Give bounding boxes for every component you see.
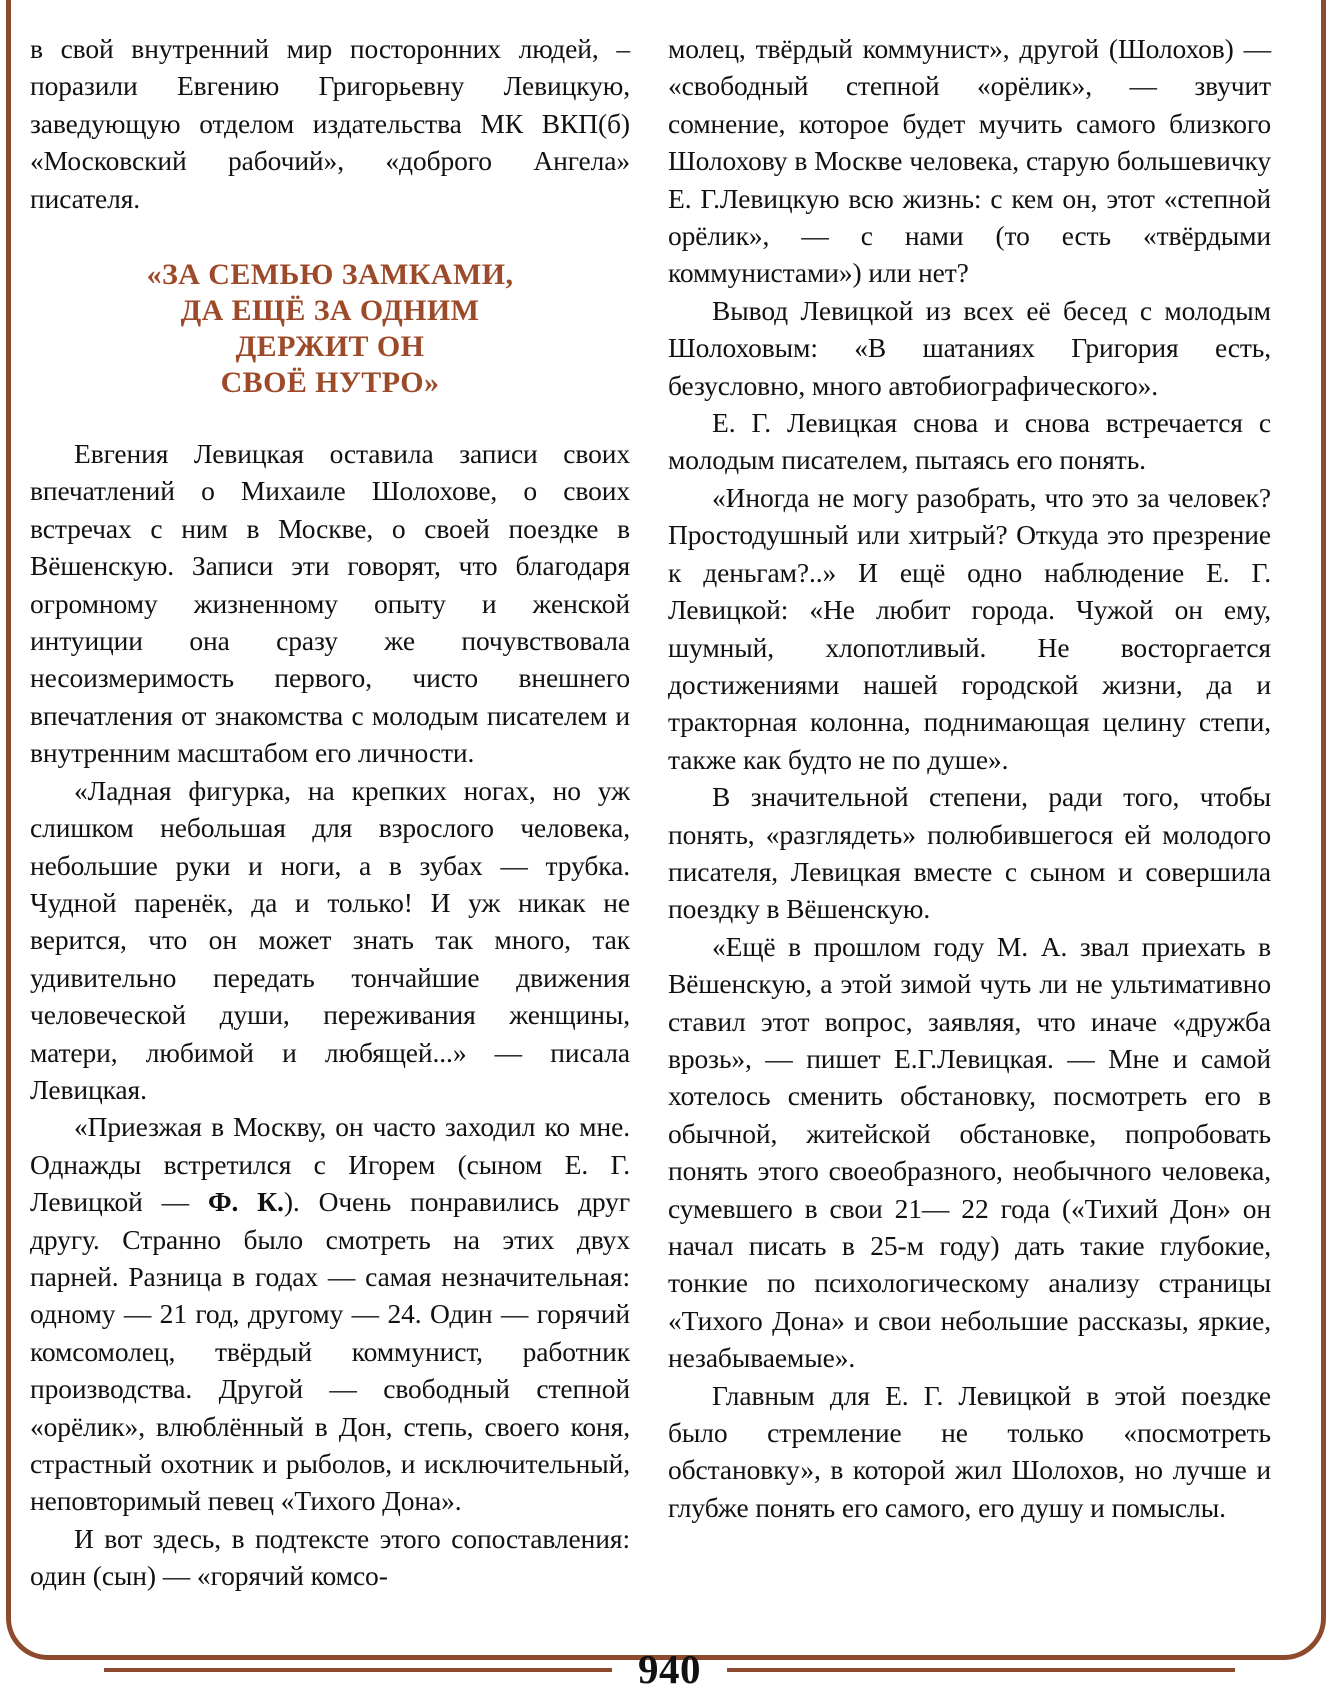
- paragraph-left-3-part-a: «Приезжая в Москву, он часто заходил ко мне. Однажды встретился с Игорем (сыном Е. Г. Левицкой —: [30, 1111, 630, 1218]
- paragraph-right-3: «Иногда не могу разобрать, что это за человек? Простодушный или хитрый? Откуда это презрение к деньгам?..» И ещё одно наблюдение Е. Г. Левицкой: «Не любит города. Чужой он ему, шумный, хлопотливый. Не восторгается достижениями нашей городской жизни, да и тракторная колонна, поднимающая целину степи, также как будто не по душе».: [668, 481, 1271, 775]
- paragraph-left-1: Евгения Левицкая оставила записи своих впечатлений о Михаиле Шолохове, о своих встречах с ним в Москве, о своей поездке в Вёшенскую. Записи эти говорят, что благодаря огромному жизненному опыту и женской интуиции она сразу же почувствовала несоизмеримость первого, чисто внешнего впечатления от знакомства с молодым писателем и внутренним масштабом его личности.: [30, 438, 630, 769]
- page-number: 940: [638, 1646, 701, 1692]
- editor-initials: Ф. К.: [207, 1186, 284, 1218]
- paragraph-right-4: В значительной степени, ради того, чтобы понять, «разглядеть» полюбившегося ей молодого писателя, Левицкая вместе с сыном и совершила поездку в Вёшенскую.: [668, 781, 1271, 925]
- footer-rule-right: [727, 1668, 1235, 1672]
- page-footer: [0, 1646, 1339, 1692]
- paragraph-left-3-part-b: ). Очень понравились друг другу. Странно было смотреть на этих двух парней. Разница в годах — самая незначительная: одному — 21 год, другому — 24. Один — горячий комсомолец, твёрдый коммунист, работник производства. Другой — свободный степной «орёлик», влюблённый в Дон, степь, своего коня, страстный охотник и рыболов, и исключительный, неповторимый певец «Тихого Дона».: [30, 1186, 631, 1517]
- paragraph-carryover-right: молец, твёрдый коммунист», другой (Шолохов) — «свободный степной «орёлик», — звучит сомнение, которое будет мучить самого близкого Шолохову в Москве человека, старую большевичку Е. Г.Левицкую всю жизнь: с кем он, этот «степной орёлик», — с нами (то есть «твёрдыми коммунистами») или нет?: [668, 33, 1271, 289]
- right-text-column: [668, 30, 1271, 1526]
- paragraph-right-1: Вывод Левицкой из всех её бесед с молодым Шолоховым: «В шатаниях Григория есть, безусловно, много автобиографического».: [668, 294, 1271, 401]
- paragraph-right-2: Е. Г. Левицкая снова и снова встречается с молодым писателем, пытаясь его понять.: [668, 407, 1271, 476]
- paragraph-right-5: «Ещё в прошлом году М. А. звал приехать в Вёшенскую, а этой зимой чуть ли не ультимативно ставил этот вопрос, заявляя, что иначе «дружба врозь», — пишет Е.Г.Левицкая. — Мне и самой хотелось сменить обстановку, посмотреть его в обычной, житейской обстановке, попробовать понять этого своеобразного, необычного человека, сумевшего в свои 21— 22 года («Тихий Дон» он начал писать в 25-м году) дать такие глубокие, тонкие по психологическому анализу страницы «Тихого Дона» и свои небольшие рассказы, яркие, незабываемые».: [668, 930, 1271, 1374]
- paragraph-left-3: [30, 1108, 630, 1519]
- paragraph-carryover-left: в свой внутренний мир посторонних людей, – поразили Евгению Григорьевну Левицкую, заведующую отделом издательства МК ВКП(б) «Московский рабочий», «доброго Ангела» писателя.: [30, 33, 630, 214]
- heading-line-3: ДЕРЖИТ ОН: [235, 330, 425, 364]
- footer-rule-left: [104, 1668, 612, 1672]
- heading-line-4: СВОЁ НУТРО»: [220, 366, 440, 400]
- left-text-column: [30, 30, 630, 1595]
- paragraph-right-6: Главным для Е. Г. Левицкой в этой поездке было стремление не только «посмотреть обстановку», в которой жил Шолохов, но лучше и глубже понять его самого, его душу и помыслы.: [668, 1379, 1271, 1523]
- article-heading: [30, 257, 630, 401]
- heading-line-1: «ЗА СЕМЬЮ ЗАМКАМИ,: [146, 258, 514, 292]
- heading-line-2: ДА ЕЩЁ ЗА ОДНИМ: [180, 294, 480, 328]
- paragraph-left-4: И вот здесь, в подтексте этого сопоставления: один (сын) — «горячий комсо-: [30, 1522, 630, 1592]
- paragraph-left-2: «Ладная фигурка, на крепких ногах, но уж слишком небольшая для взрослого человека, небольшие руки и ноги, а в зубах — трубка. Чудной паренёк, да и только! И уж никак не верится, что он может знать так много, так удивительно передать тончайшие движения человеческой души, переживания женщины, матери, любимой и любящей...» — писала Левицкая.: [30, 774, 630, 1105]
- two-column-layout: [30, 30, 1301, 1595]
